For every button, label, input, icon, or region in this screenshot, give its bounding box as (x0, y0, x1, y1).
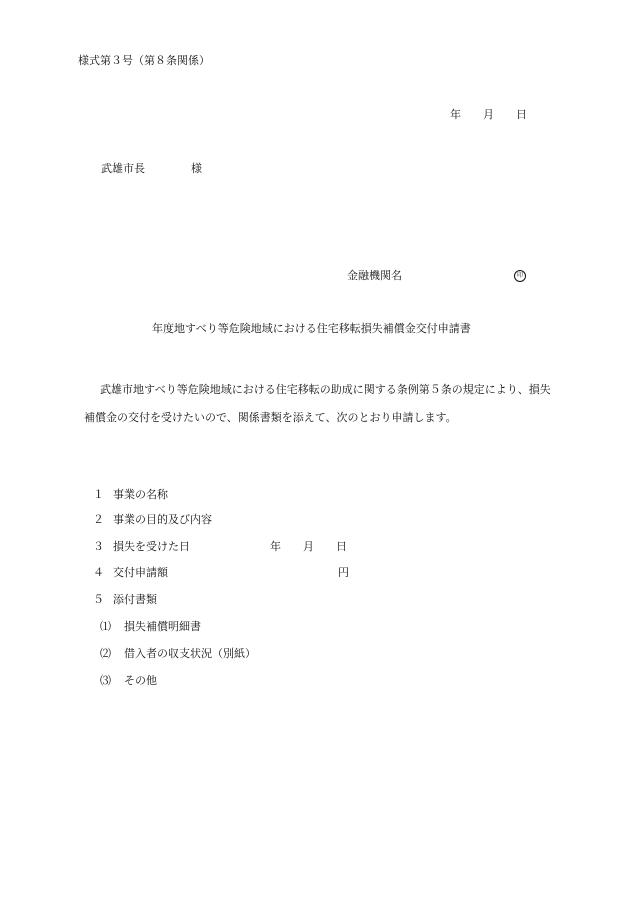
attachment-other (100, 675, 157, 686)
item-number: ５ (93, 593, 104, 606)
date-day-label: 日 (516, 108, 527, 121)
item-number: ２ (93, 513, 104, 526)
item-requested-amount (93, 567, 168, 578)
item-number: ４ (93, 566, 104, 579)
item-label: 事業の名称 (113, 488, 168, 501)
attachment-number: ⑶ (100, 674, 111, 687)
item-label: 交付申請額 (113, 566, 168, 579)
item-project-name (93, 489, 168, 500)
attachment-number: ⑵ (100, 647, 111, 660)
item-label: 損失を受けた日 (113, 540, 190, 553)
item-attachments (93, 594, 157, 605)
item-number: １ (93, 488, 104, 501)
addressee-name: 武雄市長 (101, 162, 145, 175)
attachment-label: 損失補償明細書 (124, 620, 201, 633)
body-paragraph: 武雄市地すべり等危険地域における住宅移転の助成に関する条例第５条の規定により、損失補償金の交付を受けたいので、関係書類を添えて、次のとおり申請します。 (84, 383, 551, 424)
amount-unit: 円 (338, 566, 349, 579)
item-loss-date (93, 541, 190, 552)
applicant-field (347, 270, 526, 282)
applicant-label: 金融機関名 (347, 269, 402, 282)
loss-date-year: 年 (270, 540, 281, 553)
item-label: 添付書類 (113, 593, 157, 606)
addressee-honorific: 様 (191, 162, 202, 175)
seal-icon: 印 (514, 270, 526, 282)
attachment-label: その他 (124, 674, 157, 687)
loss-date-month: 月 (303, 540, 314, 553)
attachment-number: ⑴ (100, 620, 111, 633)
loss-date-field (270, 541, 347, 552)
addressee (101, 163, 202, 174)
document-title: 年度地すべり等危険地域における住宅移転損失補償金交付申請書 (152, 322, 471, 335)
item-number: ３ (93, 540, 104, 553)
attachment-loss-statement (100, 621, 201, 632)
item-project-purpose (93, 514, 212, 525)
date-year-label: 年 (450, 108, 461, 121)
loss-date-day: 日 (336, 540, 347, 553)
item-label: 事業の目的及び内容 (113, 513, 212, 526)
attachment-label: 借入者の収支状況（別紙） (124, 647, 256, 660)
attachment-borrower-finances (100, 648, 256, 659)
form-number: 様式第３号（第８条関係） (78, 54, 210, 67)
application-date (450, 109, 527, 120)
date-month-label: 月 (483, 108, 494, 121)
